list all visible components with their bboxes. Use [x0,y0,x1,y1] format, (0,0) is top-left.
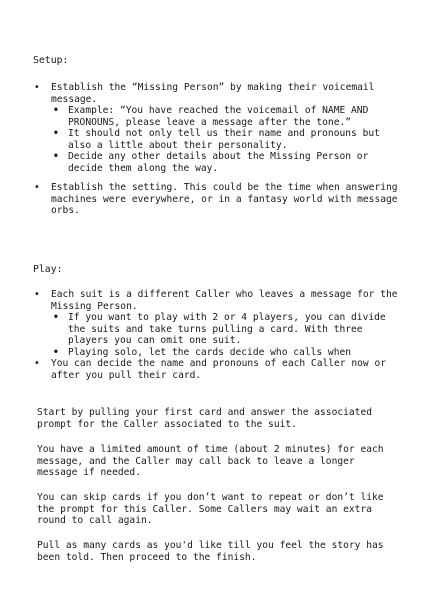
play-item-suits [33,289,403,358]
paragraph-finish: Pull as many cards as you'd like till you feel the story has been told. Then proceed to the finish. [37,540,384,563]
play-item-caller-names [33,358,403,381]
setup-item-text: Establish the “Missing Person” by making their voicemail message. [51,82,375,105]
setup-subitem-details: • Decide any other details about the Missing Person or decide them along the way. [51,151,403,174]
play-heading: Play: [33,264,63,275]
play-list [33,289,403,381]
setup-subitem-example: • Example: “You have reached the voicemail of NAME AND PRONOUNS, please leave a message after the tone.” [51,105,403,128]
paragraph-skip-cards: You can skip cards if you don’t want to repeat or don’t like the prompt for this Caller. Some Callers may wait an extra round to call again. [37,492,384,526]
play-item-text: You can decide the name and pronouns of each Caller now or after you pull their card. [51,358,387,381]
play-subitem-solo: • Playing solo, let the cards decide who calls when [51,347,403,359]
list-spacer [33,174,403,182]
play-subitem-multiplayer: • If you want to play with 2 or 4 players, you can divide the suits and take turns pulling a card. With three players you can omit one suit. [51,312,403,347]
play-sublist [51,312,403,358]
play-item-text: Each suit is a different Caller who leaves a message for the Missing Person. [51,289,398,312]
setup-item-setting [33,182,403,217]
paragraph-start: Start by pulling your first card and answer the associated prompt for the Caller associated to the suit. [37,407,373,430]
setup-list [33,82,403,217]
setup-item-text: Establish the setting. This could be the time when answering machines were everywhere, or in a fantasy world with message orbs. [51,182,398,216]
setup-item-missing-person [33,82,403,174]
paragraph-time-limit: You have a limited amount of time (about 2 minutes) for each message, and the Caller may call back to leave a longer message if needed. [37,444,384,478]
setup-subitem-personality: • It should not only tell us their name and pronouns but also a little about their personality. [51,128,403,151]
setup-sublist [51,105,403,174]
setup-heading: Setup: [33,55,69,66]
